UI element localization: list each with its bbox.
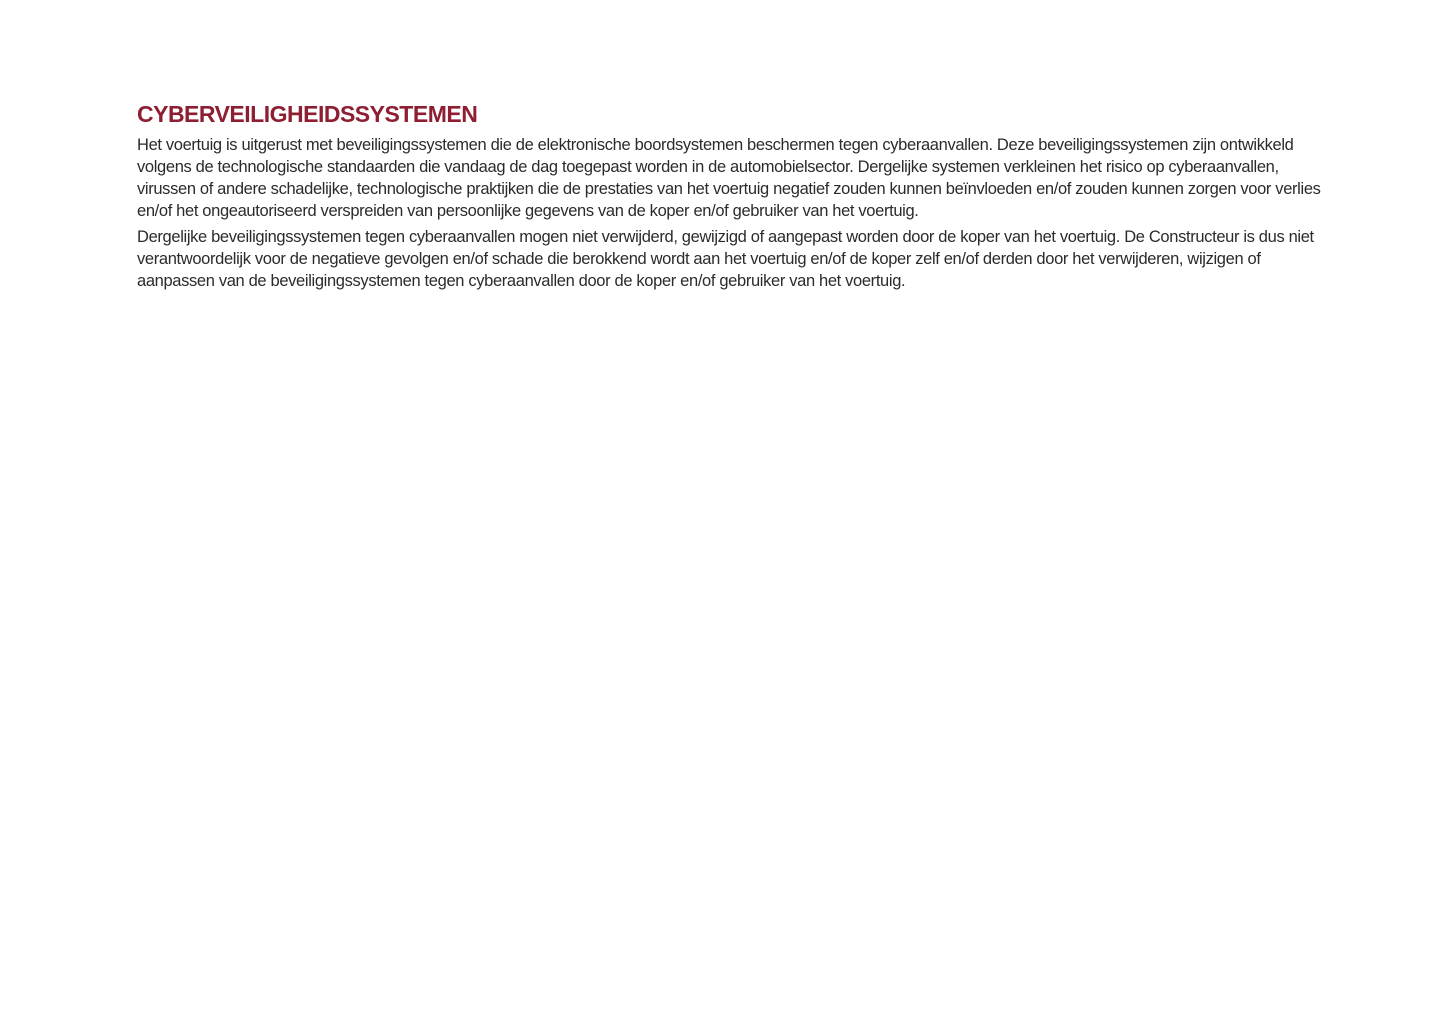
body-paragraph-1: Het voertuig is uitgerust met beveiligingssystemen die de elektronische boordsystemen beschermen tegen cyberaanvallen. Deze beveiligingssystemen zijn ontwikkeld volgens de technologische standaarden die vandaag de dag toegepast worden in de automobielsector. Dergelijke systemen verkleinen het risico op cyberaanvallen, virussen of andere schadelijke, technologische praktijken die de prestaties van het voertuig negatief zouden kunnen beïnvloeden en/of zouden kunnen zorgen voor verlies en/of het ongeautoriseerd verspreiden van persoonlijke gegevens van de koper en/of gebruiker van het voertuig. <box>137 136 1321 220</box>
text-content-block <box>137 101 1329 296</box>
section-heading: CYBERVEILIGHEIDSSYSTEMEN <box>137 101 478 127</box>
body-paragraph-2: Dergelijke beveiligingssystemen tegen cyberaanvallen mogen niet verwijderd, gewijzigd of aangepast worden door de koper van het voertuig. De Constructeur is dus niet verantwoordelijk voor de negatieve gevolgen en/of schade die berokkend wordt aan het voertuig en/of de koper zelf en/of derden door het verwijderen, wijzigen of aanpassen van de beveiligingssystemen tegen cyberaanvallen door de koper en/of gebruiker van het voertuig. <box>137 228 1314 290</box>
